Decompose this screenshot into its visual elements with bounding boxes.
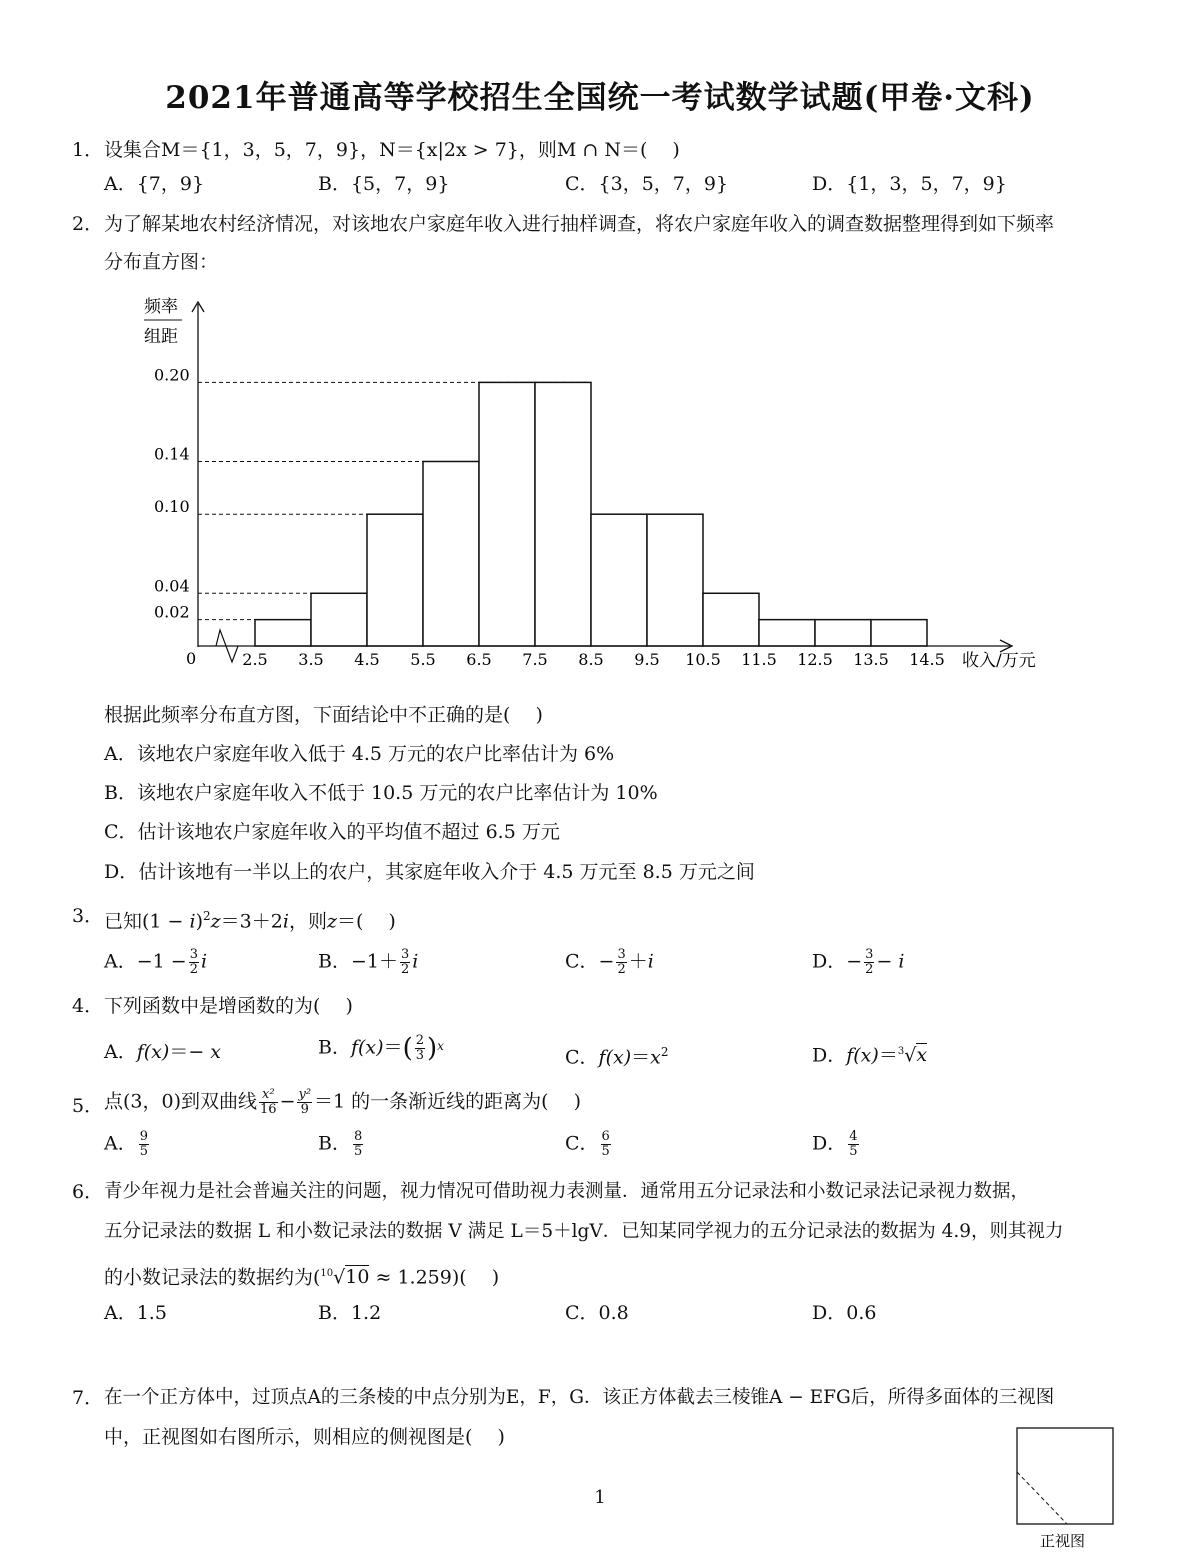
q7-line1: 在一个正方体中，过顶点A的三条棱的中点分别为E，F，G．该正方体截去三棱锥A − EFG后，所得多面体的三视图 [104, 1387, 1055, 1408]
q5-option-b: B． $\frac{8}{5}$ [318, 1129, 363, 1159]
q1-option-d: D．{1，3，5，7，9} [812, 173, 1007, 195]
front-view-caption: 正视图 [1040, 1532, 1086, 1550]
q4-option-a: A．f(x)＝− x [104, 1041, 222, 1063]
q1-option-c: C．{3，5，7，9} [565, 173, 729, 195]
q6-option-a: A．1.5 [104, 1302, 167, 1324]
histogram-chart [130, 288, 1080, 683]
y-label-top: 频率 [144, 297, 178, 317]
q5-option-d: D． $\frac{4}{5}$ [812, 1129, 858, 1159]
x-tick-label: 14.5 [909, 650, 945, 669]
histogram-bar [423, 461, 479, 646]
x-tick-label: 5.5 [410, 650, 436, 669]
histogram-bar [367, 514, 423, 646]
histogram-bar [591, 514, 647, 646]
q6-number: 6． [72, 1181, 104, 1203]
histogram-bar [703, 593, 759, 646]
histogram-bar [759, 620, 815, 646]
x-tick-label: 7.5 [522, 650, 548, 669]
q2-question: 根据此频率分布直方图，下面结论中不正确的是( ) [104, 704, 543, 726]
q2-option-d: D．估计该地有一半以上的农户，其家庭年收入介于 4.5 万元至 8.5 万元之间 [104, 861, 755, 883]
q4-number: 4． [72, 995, 104, 1017]
histogram-bar [647, 514, 703, 646]
x-tick-label: 9.5 [634, 650, 660, 669]
x-tick-label: 8.5 [578, 650, 604, 669]
q5-number: 5． [72, 1095, 104, 1117]
histogram-bar [311, 593, 367, 646]
page-title: 2021年普通高等学校招生全国统一考试数学试题(甲卷·文科) [165, 80, 1035, 116]
q4-option-b: B．f(x)＝( $\frac{2}{3}$ )$^x$ [318, 1033, 444, 1064]
q2-number: 2． [72, 213, 104, 235]
q6-option-c: C．0.8 [565, 1302, 629, 1324]
x-tick-label: 13.5 [853, 650, 889, 669]
histogram-bar [255, 620, 311, 646]
histogram-bar [815, 620, 871, 646]
y-tick-label: 0.20 [154, 365, 190, 385]
y-tick-label: 0.04 [154, 576, 190, 596]
q5-option-a: A． $\frac{9}{5}$ [104, 1129, 149, 1159]
q5-option-c: C． $\frac{6}{5}$ [565, 1129, 610, 1159]
q1-option-b: B．{5，7，9} [318, 173, 450, 195]
q6-line2: 五分记录法的数据 L 和小数记录法的数据 V 满足 L＝5＋lgV．已知某同学视力的五分记录法的数据为 4.9，则其视力 [104, 1221, 1064, 1242]
q3-option-a: A．−1 − $\frac{3}{2}$ i [104, 947, 208, 977]
histogram-bar [479, 382, 535, 646]
x-tick-label: 6.5 [466, 650, 492, 669]
q4-option-c: C．$f(x)=x^2$ [565, 1045, 669, 1069]
q1-number: 1． [72, 139, 104, 161]
q1-option-a: A．{7，9} [104, 173, 205, 195]
y-tick-label: 0.02 [154, 602, 190, 622]
q3-number: 3． [72, 905, 104, 927]
x-tick-label: 11.5 [741, 650, 777, 669]
x-tick-label: 3.5 [298, 650, 324, 669]
q6-line3: 的小数记录法的数据约为($^{10}$√10 ≈ 1.259)( ) [104, 1266, 500, 1289]
q3-option-c: C．− $\frac{3}{2}$ ＋i [565, 947, 654, 977]
y-tick-label: 0.14 [154, 444, 190, 464]
x-tick-label: 2.5 [242, 650, 268, 669]
q2-option-a: A．该地农户家庭年收入低于 4.5 万元的农户比率估计为 6% [104, 743, 615, 765]
q5-stem: 点(3，0)到双曲线 $\frac{\text{x²}}{16}$ − $\frac{\text{y²}}{9}$ ＝1 的一条渐近线的距离为( ) [104, 1087, 582, 1117]
y-tick-label: 0.10 [154, 497, 190, 517]
y-label-bottom: 组距 [144, 327, 178, 347]
q4-option-d: D．f(x)＝$^3$√x [812, 1044, 928, 1067]
q3-option-d: D．− $\frac{3}{2}$ − i [812, 947, 905, 977]
x-axis-label: 收入/万元 [962, 651, 1036, 671]
q1-stem: 设集合M＝{1，3，5，7，9}，N＝{x|2x > 7}，则M ∩ N＝( ) [104, 139, 680, 161]
q3-stem: 已知$(1 - i)^2z=3+2i$，则z＝( ) [104, 909, 396, 933]
q6-option-d: D．0.6 [812, 1302, 877, 1324]
q3-option-b: B．−1＋ $\frac{3}{2}$ i [318, 947, 419, 977]
q4-stem: 下列函数中是增函数的为( ) [104, 995, 353, 1017]
q7-number: 7． [72, 1387, 104, 1409]
x-tick-label: 12.5 [797, 650, 833, 669]
histogram-bar [535, 382, 591, 646]
q2-option-b: B．该地农户家庭年收入不低于 10.5 万元的农户比率估计为 10% [104, 782, 658, 804]
x-tick-label: 10.5 [685, 650, 721, 669]
q7-line2: 中，正视图如右图所示，则相应的侧视图是( ) [104, 1426, 505, 1448]
q2-stem-line1: 为了解某地农村经济情况，对该地农户家庭年收入进行抽样调查，将农户家庭年收入的调查数据整理得到如下频率 [104, 213, 1055, 235]
q6-option-b: B．1.2 [318, 1302, 382, 1324]
front-view-square [1017, 1428, 1113, 1524]
q6-line1: 青少年视力是社会普遍关注的问题，视力情况可借助视力表测量．通常用五分记录法和小数记录法记录视力数据， [104, 1181, 1030, 1202]
page-number: 1 [594, 1487, 606, 1508]
q2-option-c: C．估计该地农户家庭年收入的平均值不超过 6.5 万元 [104, 821, 560, 843]
origin-label: 0 [186, 649, 197, 668]
x-tick-label: 4.5 [354, 650, 380, 669]
histogram-bar [871, 620, 927, 646]
q2-stem-line2: 分布直方图： [104, 251, 219, 273]
